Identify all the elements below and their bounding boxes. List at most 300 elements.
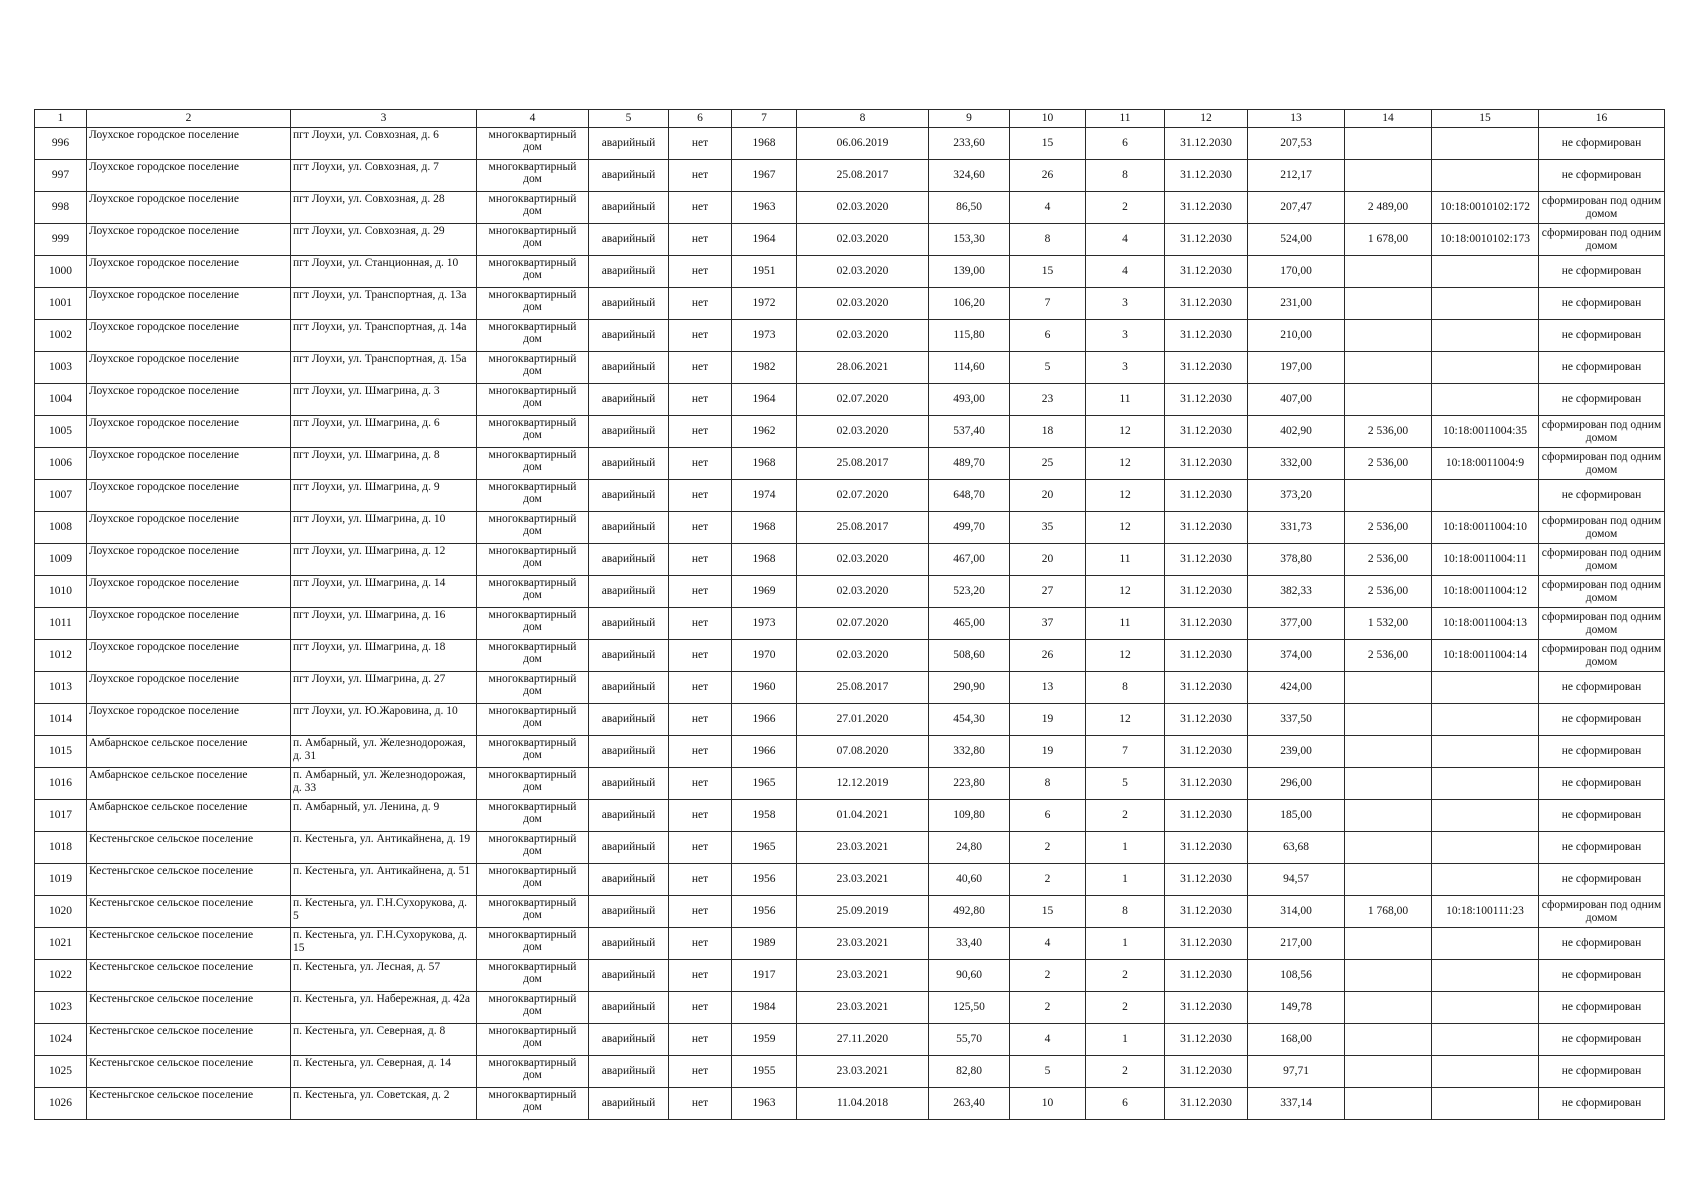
cadastral-number-cell <box>1432 384 1539 416</box>
apartments-count-cell: 2 <box>1086 1056 1165 1088</box>
recognition-date-cell: 28.06.2021 <box>797 352 929 384</box>
cadastral-number-cell <box>1432 672 1539 704</box>
apartments-count-cell: 12 <box>1086 480 1165 512</box>
cadastral-number-cell <box>1432 1024 1539 1056</box>
row-number-cell: 1024 <box>35 1024 87 1056</box>
apartments-count-cell: 1 <box>1086 1024 1165 1056</box>
cadastral-number-cell <box>1432 128 1539 160</box>
settlement-name-cell: Кестеньгское сельское поселение <box>87 992 291 1024</box>
build-year-cell: 1962 <box>732 416 797 448</box>
planned-date-cell: 31.12.2030 <box>1165 1088 1248 1120</box>
land-area-cell <box>1345 960 1432 992</box>
condition-cell: аварийный <box>589 352 669 384</box>
row-number-cell: 997 <box>35 160 87 192</box>
apartments-count-cell: 11 <box>1086 608 1165 640</box>
settlement-name-cell: Кестеньгское сельское поселение <box>87 928 291 960</box>
settlement-name-cell: Амбарнское сельское поселение <box>87 800 291 832</box>
address-cell: п. Кестеньга, ул. Г.Н.Сухорукова, д. 5 <box>291 896 477 928</box>
apartments-count-cell: 12 <box>1086 512 1165 544</box>
condition-cell: аварийный <box>589 960 669 992</box>
planned-date-cell: 31.12.2030 <box>1165 576 1248 608</box>
row-number-cell: 1011 <box>35 608 87 640</box>
building-type-cell: многоквартирный дом <box>477 800 589 832</box>
recognition-date-cell: 02.07.2020 <box>797 608 929 640</box>
condition-cell: аварийный <box>589 512 669 544</box>
flag-cell: нет <box>669 256 732 288</box>
build-year-cell: 1967 <box>732 160 797 192</box>
build-year-cell: 1964 <box>732 384 797 416</box>
cadastral-number-cell <box>1432 768 1539 800</box>
recognition-date-cell: 02.03.2020 <box>797 224 929 256</box>
flag-cell: нет <box>669 480 732 512</box>
planned-date-cell: 31.12.2030 <box>1165 1024 1248 1056</box>
settlement-name-cell: Лоухское городское поселение <box>87 704 291 736</box>
settlement-name-cell: Кестеньгское сельское поселение <box>87 960 291 992</box>
cadastral-number-cell <box>1432 864 1539 896</box>
row-number-cell: 1009 <box>35 544 87 576</box>
apartments-count-cell: 1 <box>1086 864 1165 896</box>
table-row <box>35 352 1665 384</box>
build-year-cell: 1968 <box>732 512 797 544</box>
build-year-cell: 1973 <box>732 320 797 352</box>
value-13-cell: 149,78 <box>1248 992 1345 1024</box>
planned-date-cell: 31.12.2030 <box>1165 320 1248 352</box>
building-type-cell: многоквартирный дом <box>477 960 589 992</box>
value-13-cell: 373,20 <box>1248 480 1345 512</box>
planned-date-cell: 31.12.2030 <box>1165 224 1248 256</box>
table-header <box>35 110 1665 128</box>
land-status-cell: не сформирован <box>1539 256 1665 288</box>
land-area-cell <box>1345 928 1432 960</box>
recognition-date-cell: 25.09.2019 <box>797 896 929 928</box>
area-cell: 263,40 <box>929 1088 1010 1120</box>
column-header-1: 1 <box>35 110 87 128</box>
row-number-cell: 1015 <box>35 736 87 768</box>
recognition-date-cell: 23.03.2021 <box>797 864 929 896</box>
build-year-cell: 1968 <box>732 128 797 160</box>
table-body <box>35 128 1665 1120</box>
build-year-cell: 1963 <box>732 1088 797 1120</box>
address-cell: пгт Лоухи, ул. Шмагрина, д. 18 <box>291 640 477 672</box>
flag-cell: нет <box>669 768 732 800</box>
land-status-cell: сформирован под одним домом <box>1539 192 1665 224</box>
cadastral-number-cell: 10:18:0011004:14 <box>1432 640 1539 672</box>
apartments-count-cell: 2 <box>1086 192 1165 224</box>
table-row <box>35 960 1665 992</box>
building-type-cell: многоквартирный дом <box>477 288 589 320</box>
build-year-cell: 1956 <box>732 864 797 896</box>
land-status-cell: не сформирован <box>1539 864 1665 896</box>
build-year-cell: 1964 <box>732 224 797 256</box>
condition-cell: аварийный <box>589 1088 669 1120</box>
area-cell: 508,60 <box>929 640 1010 672</box>
building-type-cell: многоквартирный дом <box>477 640 589 672</box>
address-cell: п. Амбарный, ул. Ленина, д. 9 <box>291 800 477 832</box>
table-row <box>35 768 1665 800</box>
build-year-cell: 1963 <box>732 192 797 224</box>
area-cell: 499,70 <box>929 512 1010 544</box>
land-area-cell <box>1345 800 1432 832</box>
column-header-2: 2 <box>87 110 291 128</box>
flag-cell: нет <box>669 1024 732 1056</box>
build-year-cell: 1959 <box>732 1024 797 1056</box>
settlement-name-cell: Лоухское городское поселение <box>87 352 291 384</box>
planned-date-cell: 31.12.2030 <box>1165 800 1248 832</box>
cadastral-number-cell <box>1432 800 1539 832</box>
build-year-cell: 1969 <box>732 576 797 608</box>
value-13-cell: 207,53 <box>1248 128 1345 160</box>
condition-cell: аварийный <box>589 480 669 512</box>
condition-cell: аварийный <box>589 704 669 736</box>
area-cell: 332,80 <box>929 736 1010 768</box>
build-year-cell: 1982 <box>732 352 797 384</box>
condition-cell: аварийный <box>589 128 669 160</box>
apartments-count-cell: 11 <box>1086 544 1165 576</box>
value-13-cell: 407,00 <box>1248 384 1345 416</box>
land-area-cell <box>1345 832 1432 864</box>
value-13-cell: 378,80 <box>1248 544 1345 576</box>
settlement-name-cell: Лоухское городское поселение <box>87 608 291 640</box>
condition-cell: аварийный <box>589 544 669 576</box>
land-status-cell: не сформирован <box>1539 480 1665 512</box>
residents-count-cell: 26 <box>1010 160 1086 192</box>
land-area-cell <box>1345 480 1432 512</box>
planned-date-cell: 31.12.2030 <box>1165 384 1248 416</box>
residents-count-cell: 15 <box>1010 256 1086 288</box>
cadastral-number-cell: 10:18:0011004:12 <box>1432 576 1539 608</box>
cadastral-number-cell: 10:18:0011004:13 <box>1432 608 1539 640</box>
build-year-cell: 1917 <box>732 960 797 992</box>
address-cell: пгт Лоухи, ул. Шмагрина, д. 6 <box>291 416 477 448</box>
settlement-name-cell: Амбарнское сельское поселение <box>87 736 291 768</box>
recognition-date-cell: 02.03.2020 <box>797 256 929 288</box>
residents-count-cell: 2 <box>1010 960 1086 992</box>
area-cell: 493,00 <box>929 384 1010 416</box>
table-row <box>35 320 1665 352</box>
row-number-cell: 1006 <box>35 448 87 480</box>
condition-cell: аварийный <box>589 448 669 480</box>
area-cell: 33,40 <box>929 928 1010 960</box>
area-cell: 465,00 <box>929 608 1010 640</box>
area-cell: 109,80 <box>929 800 1010 832</box>
apartments-count-cell: 2 <box>1086 800 1165 832</box>
flag-cell: нет <box>669 608 732 640</box>
row-number-cell: 1017 <box>35 800 87 832</box>
residents-count-cell: 10 <box>1010 1088 1086 1120</box>
recognition-date-cell: 23.03.2021 <box>797 1056 929 1088</box>
table-row <box>35 256 1665 288</box>
land-status-cell: не сформирован <box>1539 160 1665 192</box>
residents-count-cell: 8 <box>1010 224 1086 256</box>
address-cell: пгт Лоухи, ул. Шмагрина, д. 3 <box>291 384 477 416</box>
planned-date-cell: 31.12.2030 <box>1165 608 1248 640</box>
address-cell: пгт Лоухи, ул. Совхозная, д. 29 <box>291 224 477 256</box>
building-type-cell: многоквартирный дом <box>477 192 589 224</box>
land-area-cell <box>1345 704 1432 736</box>
address-cell: п. Кестеньга, ул. Северная, д. 14 <box>291 1056 477 1088</box>
planned-date-cell: 31.12.2030 <box>1165 928 1248 960</box>
condition-cell: аварийный <box>589 160 669 192</box>
area-cell: 537,40 <box>929 416 1010 448</box>
building-type-cell: многоквартирный дом <box>477 448 589 480</box>
build-year-cell: 1973 <box>732 608 797 640</box>
flag-cell: нет <box>669 288 732 320</box>
land-status-cell: сформирован под одним домом <box>1539 608 1665 640</box>
value-13-cell: 231,00 <box>1248 288 1345 320</box>
address-cell: пгт Лоухи, ул. Совхозная, д. 6 <box>291 128 477 160</box>
settlement-name-cell: Амбарнское сельское поселение <box>87 768 291 800</box>
settlement-name-cell: Лоухское городское поселение <box>87 480 291 512</box>
building-type-cell: многоквартирный дом <box>477 544 589 576</box>
value-13-cell: 239,00 <box>1248 736 1345 768</box>
column-header-6: 6 <box>669 110 732 128</box>
cadastral-number-cell: 10:18:100111:23 <box>1432 896 1539 928</box>
land-status-cell: не сформирован <box>1539 384 1665 416</box>
recognition-date-cell: 06.06.2019 <box>797 128 929 160</box>
apartments-count-cell: 6 <box>1086 128 1165 160</box>
flag-cell: нет <box>669 544 732 576</box>
column-number-row <box>35 110 1665 128</box>
flag-cell: нет <box>669 448 732 480</box>
planned-date-cell: 31.12.2030 <box>1165 128 1248 160</box>
column-header-9: 9 <box>929 110 1010 128</box>
area-cell: 324,60 <box>929 160 1010 192</box>
condition-cell: аварийный <box>589 1024 669 1056</box>
row-number-cell: 1023 <box>35 992 87 1024</box>
apartments-count-cell: 7 <box>1086 736 1165 768</box>
build-year-cell: 1966 <box>732 704 797 736</box>
apartments-count-cell: 5 <box>1086 768 1165 800</box>
flag-cell: нет <box>669 960 732 992</box>
area-cell: 114,60 <box>929 352 1010 384</box>
address-cell: пгт Лоухи, ул. Транспортная, д. 14а <box>291 320 477 352</box>
land-status-cell: не сформирован <box>1539 768 1665 800</box>
build-year-cell: 1965 <box>732 832 797 864</box>
recognition-date-cell: 02.03.2020 <box>797 576 929 608</box>
row-number-cell: 1020 <box>35 896 87 928</box>
apartments-count-cell: 8 <box>1086 160 1165 192</box>
row-number-cell: 999 <box>35 224 87 256</box>
flag-cell: нет <box>669 320 732 352</box>
land-status-cell: не сформирован <box>1539 1088 1665 1120</box>
building-type-cell: многоквартирный дом <box>477 384 589 416</box>
settlement-name-cell: Лоухское городское поселение <box>87 224 291 256</box>
apartments-count-cell: 1 <box>1086 928 1165 960</box>
address-cell: п. Амбарный, ул. Железнодорожая, д. 31 <box>291 736 477 768</box>
recognition-date-cell: 23.03.2021 <box>797 992 929 1024</box>
cadastral-number-cell: 10:18:0011004:11 <box>1432 544 1539 576</box>
flag-cell: нет <box>669 160 732 192</box>
column-header-7: 7 <box>732 110 797 128</box>
planned-date-cell: 31.12.2030 <box>1165 896 1248 928</box>
settlement-name-cell: Кестеньгское сельское поселение <box>87 896 291 928</box>
flag-cell: нет <box>669 992 732 1024</box>
flag-cell: нет <box>669 672 732 704</box>
build-year-cell: 1965 <box>732 768 797 800</box>
build-year-cell: 1951 <box>732 256 797 288</box>
row-number-cell: 1002 <box>35 320 87 352</box>
planned-date-cell: 31.12.2030 <box>1165 256 1248 288</box>
building-type-cell: многоквартирный дом <box>477 576 589 608</box>
condition-cell: аварийный <box>589 896 669 928</box>
condition-cell: аварийный <box>589 288 669 320</box>
table-row <box>35 640 1665 672</box>
row-number-cell: 1004 <box>35 384 87 416</box>
apartments-count-cell: 11 <box>1086 384 1165 416</box>
table-row <box>35 1056 1665 1088</box>
land-status-cell: не сформирован <box>1539 704 1665 736</box>
residents-count-cell: 5 <box>1010 1056 1086 1088</box>
planned-date-cell: 31.12.2030 <box>1165 544 1248 576</box>
area-cell: 153,30 <box>929 224 1010 256</box>
settlement-name-cell: Лоухское городское поселение <box>87 544 291 576</box>
planned-date-cell: 31.12.2030 <box>1165 864 1248 896</box>
table-row <box>35 1024 1665 1056</box>
cadastral-number-cell <box>1432 288 1539 320</box>
land-status-cell: сформирован под одним домом <box>1539 576 1665 608</box>
column-header-11: 11 <box>1086 110 1165 128</box>
address-cell: п. Кестеньга, ул. Набережная, д. 42а <box>291 992 477 1024</box>
apartments-count-cell: 12 <box>1086 416 1165 448</box>
address-cell: п. Кестеньга, ул. Г.Н.Сухорукова, д. 15 <box>291 928 477 960</box>
land-area-cell <box>1345 384 1432 416</box>
address-cell: п. Кестеньга, ул. Советская, д. 2 <box>291 1088 477 1120</box>
settlement-name-cell: Кестеньгское сельское поселение <box>87 1056 291 1088</box>
table-row <box>35 928 1665 960</box>
settlement-name-cell: Лоухское городское поселение <box>87 672 291 704</box>
building-type-cell: многоквартирный дом <box>477 128 589 160</box>
recognition-date-cell: 25.08.2017 <box>797 448 929 480</box>
recognition-date-cell: 02.03.2020 <box>797 288 929 320</box>
apartments-count-cell: 3 <box>1086 352 1165 384</box>
recognition-date-cell: 11.04.2018 <box>797 1088 929 1120</box>
address-cell: п. Кестеньга, ул. Антикайнена, д. 51 <box>291 864 477 896</box>
flag-cell: нет <box>669 1056 732 1088</box>
build-year-cell: 1972 <box>732 288 797 320</box>
building-type-cell: многоквартирный дом <box>477 704 589 736</box>
building-type-cell: многоквартирный дом <box>477 480 589 512</box>
condition-cell: аварийный <box>589 832 669 864</box>
condition-cell: аварийный <box>589 320 669 352</box>
planned-date-cell: 31.12.2030 <box>1165 704 1248 736</box>
residents-count-cell: 2 <box>1010 864 1086 896</box>
land-status-cell: сформирован под одним домом <box>1539 416 1665 448</box>
building-type-cell: многоквартирный дом <box>477 736 589 768</box>
residents-count-cell: 4 <box>1010 1024 1086 1056</box>
row-number-cell: 1021 <box>35 928 87 960</box>
row-number-cell: 1001 <box>35 288 87 320</box>
residents-count-cell: 4 <box>1010 192 1086 224</box>
flag-cell: нет <box>669 1088 732 1120</box>
planned-date-cell: 31.12.2030 <box>1165 512 1248 544</box>
value-13-cell: 402,90 <box>1248 416 1345 448</box>
apartments-count-cell: 12 <box>1086 640 1165 672</box>
address-cell: пгт Лоухи, ул. Шмагрина, д. 14 <box>291 576 477 608</box>
planned-date-cell: 31.12.2030 <box>1165 768 1248 800</box>
cadastral-number-cell <box>1432 160 1539 192</box>
land-area-cell <box>1345 992 1432 1024</box>
residents-count-cell: 4 <box>1010 928 1086 960</box>
value-13-cell: 296,00 <box>1248 768 1345 800</box>
apartments-count-cell: 3 <box>1086 288 1165 320</box>
building-type-cell: многоквартирный дом <box>477 1024 589 1056</box>
building-type-cell: многоквартирный дом <box>477 928 589 960</box>
settlement-name-cell: Лоухское городское поселение <box>87 320 291 352</box>
residents-count-cell: 20 <box>1010 544 1086 576</box>
cadastral-number-cell <box>1432 256 1539 288</box>
land-status-cell: не сформирован <box>1539 800 1665 832</box>
residents-count-cell: 37 <box>1010 608 1086 640</box>
land-status-cell: сформирован под одним домом <box>1539 896 1665 928</box>
value-13-cell: 217,00 <box>1248 928 1345 960</box>
land-area-cell <box>1345 1024 1432 1056</box>
area-cell: 454,30 <box>929 704 1010 736</box>
cadastral-number-cell: 10:18:0011004:10 <box>1432 512 1539 544</box>
land-area-cell <box>1345 288 1432 320</box>
land-status-cell: не сформирован <box>1539 1056 1665 1088</box>
value-13-cell: 331,73 <box>1248 512 1345 544</box>
value-13-cell: 424,00 <box>1248 672 1345 704</box>
planned-date-cell: 31.12.2030 <box>1165 448 1248 480</box>
land-status-cell: сформирован под одним домом <box>1539 224 1665 256</box>
condition-cell: аварийный <box>589 928 669 960</box>
housing-registry-table <box>34 109 1665 1120</box>
planned-date-cell: 31.12.2030 <box>1165 960 1248 992</box>
value-13-cell: 210,00 <box>1248 320 1345 352</box>
building-type-cell: многоквартирный дом <box>477 992 589 1024</box>
apartments-count-cell: 6 <box>1086 1088 1165 1120</box>
build-year-cell: 1984 <box>732 992 797 1024</box>
flag-cell: нет <box>669 640 732 672</box>
table-row <box>35 416 1665 448</box>
area-cell: 492,80 <box>929 896 1010 928</box>
condition-cell: аварийный <box>589 672 669 704</box>
value-13-cell: 337,50 <box>1248 704 1345 736</box>
apartments-count-cell: 1 <box>1086 832 1165 864</box>
building-type-cell: многоквартирный дом <box>477 864 589 896</box>
build-year-cell: 1968 <box>732 448 797 480</box>
value-13-cell: 377,00 <box>1248 608 1345 640</box>
settlement-name-cell: Кестеньгское сельское поселение <box>87 1024 291 1056</box>
residents-count-cell: 8 <box>1010 768 1086 800</box>
apartments-count-cell: 2 <box>1086 960 1165 992</box>
flag-cell: нет <box>669 352 732 384</box>
table-row <box>35 224 1665 256</box>
row-number-cell: 1018 <box>35 832 87 864</box>
cadastral-number-cell <box>1432 736 1539 768</box>
land-status-cell: не сформирован <box>1539 928 1665 960</box>
residents-count-cell: 7 <box>1010 288 1086 320</box>
residents-count-cell: 20 <box>1010 480 1086 512</box>
cadastral-number-cell <box>1432 992 1539 1024</box>
building-type-cell: многоквартирный дом <box>477 608 589 640</box>
condition-cell: аварийный <box>589 992 669 1024</box>
area-cell: 82,80 <box>929 1056 1010 1088</box>
building-type-cell: многоквартирный дом <box>477 768 589 800</box>
column-header-5: 5 <box>589 110 669 128</box>
address-cell: п. Кестеньга, ул. Лесная, д. 57 <box>291 960 477 992</box>
residents-count-cell: 15 <box>1010 896 1086 928</box>
cadastral-number-cell <box>1432 320 1539 352</box>
residents-count-cell: 5 <box>1010 352 1086 384</box>
table-row <box>35 832 1665 864</box>
cadastral-number-cell <box>1432 352 1539 384</box>
recognition-date-cell: 23.03.2021 <box>797 960 929 992</box>
flag-cell: нет <box>669 864 732 896</box>
build-year-cell: 1956 <box>732 896 797 928</box>
value-13-cell: 197,00 <box>1248 352 1345 384</box>
planned-date-cell: 31.12.2030 <box>1165 736 1248 768</box>
